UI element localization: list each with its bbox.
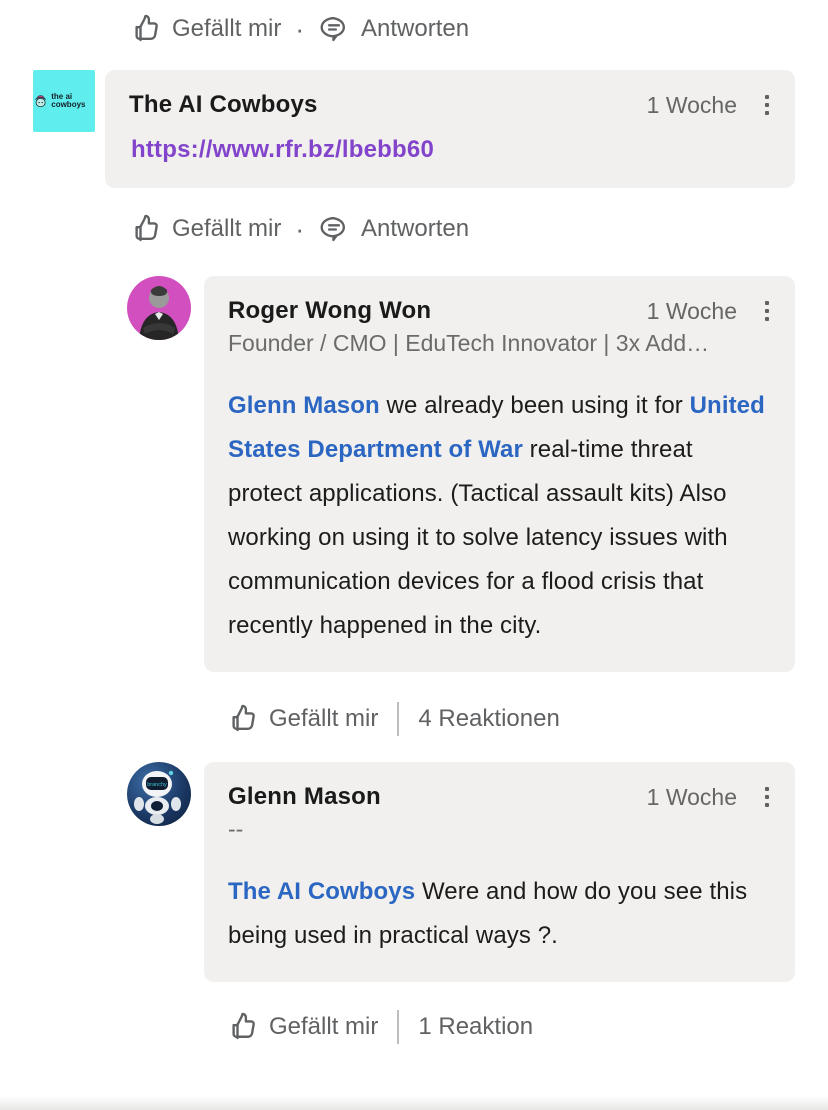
action-row-cowboys (131, 210, 828, 248)
author-name-glenn[interactable]: Glenn Mason (228, 783, 381, 810)
like-button[interactable] (131, 214, 281, 244)
comment-bubble-roger (204, 276, 795, 672)
bottom-edge-shadow (0, 1096, 828, 1110)
divider (397, 702, 399, 736)
avatar-cowboys[interactable] (33, 70, 95, 132)
person-portrait-icon (127, 276, 191, 340)
reaction-count[interactable]: 1 Reaktion (418, 1013, 534, 1040)
mention-link[interactable]: Glenn Mason (228, 392, 380, 419)
external-link[interactable]: https://www.rfr.bz/lbebb60 (131, 136, 434, 163)
more-vert-icon (765, 301, 769, 305)
svg-text:branchy: branchy (147, 782, 167, 788)
reaction-count[interactable]: 4 Reaktionen (418, 705, 560, 732)
like-label: Gefällt mir (172, 215, 282, 242)
like-button[interactable] (228, 704, 378, 734)
timestamp-glenn: 1 Woche (646, 783, 737, 810)
like-button[interactable] (131, 14, 281, 44)
comment-bubble-cowboys (105, 70, 795, 188)
mention-link[interactable]: The AI Cowboys (228, 878, 416, 905)
thumbs-up-icon (131, 214, 161, 244)
mention-link[interactable]: United States Department of War (228, 392, 765, 463)
overflow-menu-button[interactable] (763, 297, 771, 325)
reactions-row-roger (228, 698, 828, 740)
speech-bubble-icon (318, 214, 350, 244)
avatar-roger[interactable] (127, 276, 191, 340)
author-headline-roger: Founder / CMO | EduTech Innovator | 3x Add… (228, 330, 710, 356)
reply-button[interactable] (318, 214, 469, 244)
separator-dot: · (295, 13, 305, 44)
comment-text-segment: we already been using it for (379, 392, 690, 419)
comment-glenn (127, 762, 795, 982)
timestamp-roger: 1 Woche (646, 297, 737, 324)
reply-label: Antworten (361, 215, 470, 242)
comment-roger (127, 276, 795, 672)
thumbs-up-icon (228, 1012, 258, 1042)
like-label: Gefällt mir (269, 705, 379, 732)
thumbs-up-icon (131, 14, 161, 44)
action-row-top (131, 10, 828, 48)
reply-button[interactable] (318, 14, 469, 44)
timestamp-cowboys: 1 Woche (646, 91, 737, 118)
thumbs-up-icon (228, 704, 258, 734)
comment-text-segment: real-time threat protect applications. (Tactical assault kits) Also working on using it to solve latency issues with communication devices for a flood crisis that recently happened in the city. (228, 436, 728, 639)
cowboys-logo-text: the ai cowboys (51, 92, 86, 109)
separator-dot: · (295, 213, 305, 244)
comment-text-segment: Were and how do you see this being used in practical ways ?. (228, 878, 748, 949)
divider (397, 1010, 399, 1044)
author-name-roger[interactable]: Roger Wong Won (228, 297, 432, 324)
reply-label: Antworten (361, 15, 470, 42)
like-label: Gefällt mir (269, 1013, 379, 1040)
comment-bubble-glenn (204, 762, 795, 982)
avatar-glenn[interactable] (127, 762, 191, 826)
cowboys-logo-icon (33, 70, 95, 132)
comment-text-roger (228, 384, 771, 648)
reactions-row-glenn (228, 1006, 828, 1048)
overflow-menu-button[interactable] (763, 783, 771, 811)
like-button[interactable] (228, 1012, 378, 1042)
author-name-cowboys[interactable]: The AI Cowboys (129, 91, 318, 118)
robot-icon (127, 762, 191, 826)
author-headline-glenn: -- (228, 816, 244, 842)
speech-bubble-icon (318, 14, 350, 44)
more-vert-icon (765, 95, 769, 99)
like-label: Gefällt mir (172, 15, 282, 42)
more-vert-icon (765, 787, 769, 791)
overflow-menu-button[interactable] (763, 91, 771, 119)
comment-text-glenn (228, 870, 771, 958)
comment-cowboys (33, 70, 795, 188)
